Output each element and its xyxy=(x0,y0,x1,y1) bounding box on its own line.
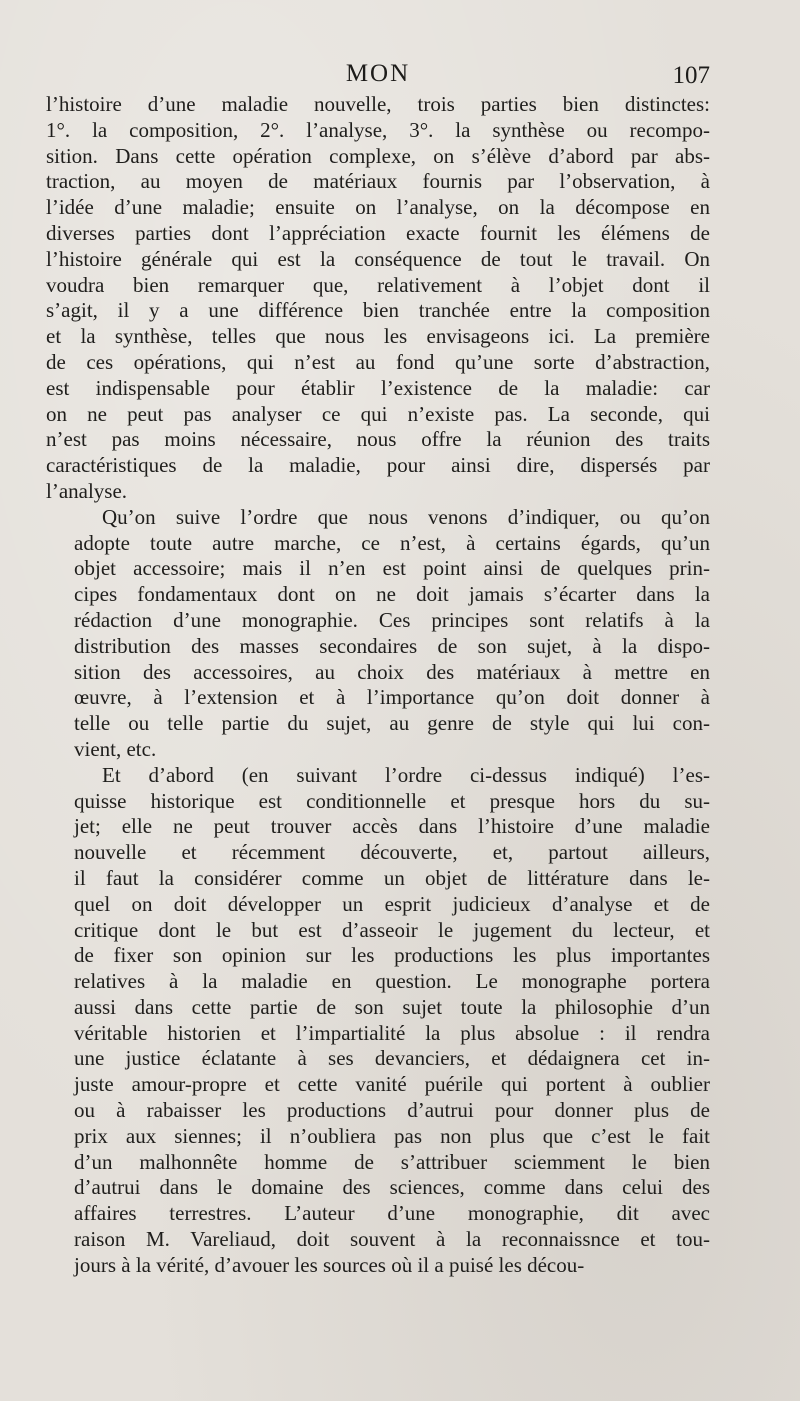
text-line: voudra bien remarquer que, relativement à l’objet dont il xyxy=(46,272,710,297)
text-line: d’un malhonnête homme de s’attribuer sciemment le bien xyxy=(74,1149,710,1174)
text-line: œuvre, à l’extension et à l’importance qu’on doit donner à xyxy=(74,685,710,710)
text-line: critique dont le but est d’asseoir le jugement du lecteur, et xyxy=(74,917,710,942)
running-head: MON xyxy=(345,60,411,87)
text-line: l’histoire d’une maladie nouvelle, trois parties bien distinctes: xyxy=(46,92,710,116)
text-line: l’idée d’une maladie; ensuite on l’analyse, on la décompose en xyxy=(46,195,710,220)
text-line: affaires terrestres. L’auteur d’une monographie, dit avec xyxy=(74,1201,710,1226)
text-line: telle ou telle partie du sujet, au genre de style qui lui con- xyxy=(74,711,710,736)
text-line: n’est pas moins nécessaire, nous offre la réunion des traits xyxy=(46,427,710,452)
text-line: il faut la considérer comme un objet de littérature dans le- xyxy=(74,865,710,890)
text-line: est indispensable pour établir l’existence de la maladie: car xyxy=(46,375,710,400)
text-line: juste amour-propre et cette vanité puérile qui portent à oublier xyxy=(74,1072,710,1097)
text-line: quel on doit développer un esprit judicieux d’analyse et de xyxy=(74,891,710,916)
text-line: de ces opérations, qui n’est au fond qu’une sorte d’abstraction, xyxy=(46,349,710,374)
text-line: nouvelle et récemment découverte, et, partout ailleurs, xyxy=(74,840,710,865)
text-line: une justice éclatante à ses devanciers, et dédaignera cet in- xyxy=(74,1046,710,1071)
text-line: objet accessoire; mais il n’en est point ainsi de quelques prin- xyxy=(74,556,710,581)
text-line: adopte toute autre marche, ce n’est, à certains égards, qu’un xyxy=(74,530,710,555)
text-line: 1°. la composition, 2°. l’analyse, 3°. la synthèse ou recompo- xyxy=(46,117,710,142)
page-header xyxy=(46,58,710,94)
text-line: vient, etc. xyxy=(74,736,157,761)
text-line: Qu’on suive l’ordre que nous venons d’indiquer, ou qu’on xyxy=(102,504,710,529)
text-line: jours à la vérité, d’avouer les sources où il a puisé les décou- xyxy=(74,1252,585,1277)
body-text xyxy=(46,92,710,1279)
text-line: l’analyse. xyxy=(46,478,128,503)
text-line: diverses parties dont l’appréciation exacte fournit les élémens de xyxy=(46,220,710,245)
text-line: caractéristiques de la maladie, pour ainsi dire, dispersés par xyxy=(46,453,710,478)
text-line: sition. Dans cette opération complexe, on s’élève d’abord par abs- xyxy=(46,143,710,168)
paragraph xyxy=(46,763,710,1279)
text-line: aussi dans cette partie de son sujet toute la philosophie d’un xyxy=(74,994,710,1019)
text-line: de fixer son opinion sur les productions les plus importantes xyxy=(74,943,710,968)
text-line: traction, au moyen de matériaux fournis par l’observation, à xyxy=(46,169,710,194)
text-line: jet; elle ne peut trouver accès dans l’histoire d’une maladie xyxy=(74,814,710,839)
text-line: s’agit, il y a une différence bien tranchée entre la composition xyxy=(46,298,710,323)
text-line: rédaction d’une monographie. Ces principes sont relatifs à la xyxy=(74,607,710,632)
text-line: distribution des masses secondaires de son sujet, à la dispo- xyxy=(74,633,710,658)
text-line: Et d’abord (en suivant l’ordre ci-dessus indiqué) l’es- xyxy=(102,762,710,787)
text-line: on ne peut pas analyser ce qui n’existe pas. La seconde, qui xyxy=(46,401,710,426)
text-line: ou à rabaisser les productions d’autrui pour donner plus de xyxy=(74,1098,710,1123)
paragraph xyxy=(46,505,710,763)
text-line: véritable historien et l’impartialité la plus absolue : il rendra xyxy=(74,1020,710,1045)
text-line: l’histoire générale qui est la conséquence de tout le travail. On xyxy=(46,246,710,271)
text-line: raison M. Vareliaud, doit souvent à la reconnaissnce et tou- xyxy=(74,1227,710,1252)
text-line: d’autrui dans le domaine des sciences, comme dans celui des xyxy=(74,1175,710,1200)
text-line: cipes fondamentaux dont on ne doit jamais s’écarter dans la xyxy=(74,582,710,607)
text-line: prix aux siennes; il n’oubliera pas non plus que c’est le fait xyxy=(74,1123,710,1148)
paragraph xyxy=(46,92,710,505)
text-line: quisse historique est conditionnelle et presque hors du su- xyxy=(74,788,710,813)
text-line: relatives à la maladie en question. Le monographe portera xyxy=(74,969,710,994)
page-number: 107 xyxy=(672,62,710,89)
text-line: sition des accessoires, au choix des matériaux à mettre en xyxy=(74,659,710,684)
text-line: et la synthèse, telles que nous les envisageons ici. La première xyxy=(46,324,710,349)
